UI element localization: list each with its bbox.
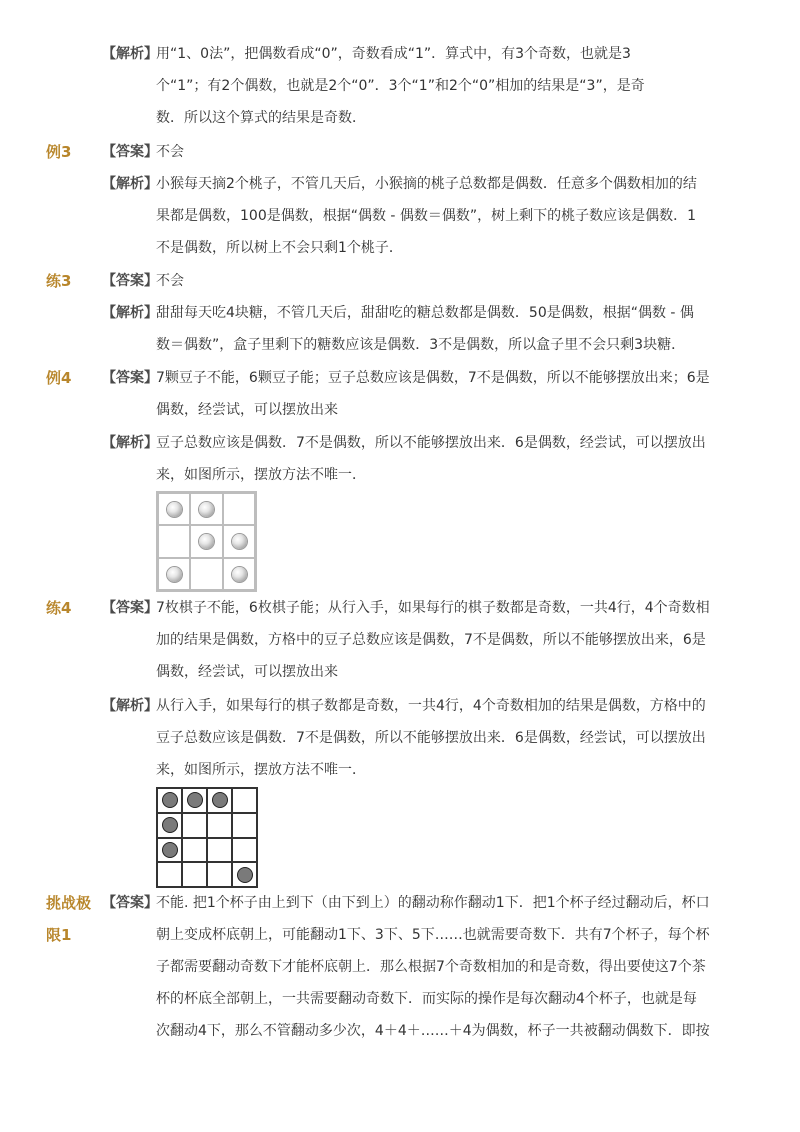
text-line: 果都是偶数，100是偶数，根据“偶数 - 偶数＝偶数”，树上剩下的桃子数应该是偶数．1 xyxy=(156,208,697,224)
text-line: 个“1”；有2个偶数，也就是2个“0”．3个“1”和2个“0”相加的结果是“3”，是奇 xyxy=(156,78,645,94)
text-line: 不能. 把1个杯子由上到下（由下到上）的翻动称作翻动1下．把1个杯子经过翻动后，杯口 xyxy=(156,895,710,911)
challenge-label: 挑战极限1 xyxy=(46,894,92,944)
grid-cell xyxy=(232,813,257,838)
analysis-tag: 【解析】 xyxy=(102,698,158,714)
grid-cell xyxy=(207,788,232,813)
analysis-tag: 【解析】 xyxy=(102,176,158,192)
answer-tag: 【答案】 xyxy=(102,273,158,289)
chess-piece-icon xyxy=(163,793,177,807)
section-text xyxy=(156,168,712,264)
text-line: 小猴每天摘2个桃子，不管几天后，小猴摘的桃子总数都是偶数．任意多个偶数相加的结 xyxy=(156,176,697,192)
text-line: 甜甜每天吃4块糖，不管几天后，甜甜吃的糖总数都是偶数．50是偶数，根据“偶数 - 偶 xyxy=(156,305,694,321)
chess-piece-icon xyxy=(238,868,252,882)
text-line: 不会 xyxy=(156,144,184,160)
chess-piece-icon xyxy=(188,793,202,807)
text-line: 来，如图所示，摆放方法不唯一． xyxy=(156,467,366,483)
text-line: 7枚棋子不能，6枚棋子能；从行入手，如果每行的棋子数都是奇数，一共4行，4个奇数相 xyxy=(156,600,710,616)
text-line: 不是偶数，所以树上不会只剩1个桃子． xyxy=(156,240,403,256)
text-line: 7颗豆子不能，6颗豆子能；豆子总数应该是偶数，7不是偶数，所以不能够摆放出来；6是 xyxy=(156,370,710,386)
section-text xyxy=(156,690,712,786)
text-line: 偶数，经尝试，可以摆放出来 xyxy=(156,402,338,418)
grid-cell xyxy=(157,813,182,838)
grid-cell xyxy=(157,788,182,813)
text-line: 次翻动4下，那么不管翻动多少次，4＋4＋……＋4为偶数，杯子一共被翻动偶数下．即按 xyxy=(156,1023,710,1039)
analysis-tag: 【解析】 xyxy=(102,46,158,62)
grid-cell xyxy=(190,493,222,525)
section-text xyxy=(156,592,712,688)
example-label: 例4 xyxy=(46,369,72,387)
text-line: 偶数，经尝试，可以摆放出来 xyxy=(156,664,338,680)
grid-cell xyxy=(223,558,255,590)
text-line: 豆子总数应该是偶数．7不是偶数，所以不能够摆放出来．6是偶数，经尝试，可以摆放出 xyxy=(156,435,706,451)
answer-tag: 【答案】 xyxy=(102,895,158,911)
grid-cell xyxy=(232,838,257,863)
grid-cell xyxy=(207,838,232,863)
chess-piece-icon xyxy=(163,843,177,857)
answer-tag: 【答案】 xyxy=(102,600,158,616)
text-line: 加的结果是偶数，方格中的豆子总数应该是偶数，7不是偶数，所以不能够摆放出来，6是 xyxy=(156,632,706,648)
chess-piece-icon xyxy=(163,818,177,832)
text-line: 杯的杯底全部朝上，一共需要翻动奇数下．而实际的操作是每次翻动4个杯子，也就是每 xyxy=(156,991,697,1007)
bean-icon xyxy=(199,502,214,517)
practice-label: 练3 xyxy=(46,272,72,290)
bean-icon xyxy=(167,502,182,517)
section-text xyxy=(156,38,712,134)
grid-cell xyxy=(223,493,255,525)
section-text xyxy=(156,887,712,1047)
bean-icon xyxy=(232,534,247,549)
analysis-tag: 【解析】 xyxy=(102,305,158,321)
grid-cell xyxy=(182,813,207,838)
section-text xyxy=(156,136,712,168)
text-line: 子都需要翻动奇数下才能杯底朝上．那么根据7个奇数相加的和是奇数，得出要使这7个茶 xyxy=(156,959,706,975)
answer-tag: 【答案】 xyxy=(102,370,158,386)
text-line: 从行入手，如果每行的棋子数都是奇数，一共4行，4个奇数相加的结果是偶数，方格中的 xyxy=(156,698,706,714)
bean-grid-figure xyxy=(156,491,257,592)
section-text xyxy=(156,427,712,491)
grid-cell xyxy=(182,788,207,813)
grid-cell xyxy=(232,788,257,813)
grid-cell xyxy=(157,838,182,863)
practice-label: 练4 xyxy=(46,599,72,617)
text-line: 豆子总数应该是偶数．7不是偶数，所以不能够摆放出来．6是偶数，经尝试，可以摆放出 xyxy=(156,730,706,746)
grid-cell xyxy=(207,862,232,887)
grid-cell xyxy=(182,838,207,863)
grid-cell xyxy=(223,525,255,557)
analysis-tag: 【解析】 xyxy=(102,435,158,451)
bean-icon xyxy=(199,534,214,549)
grid-cell xyxy=(190,558,222,590)
text-line: 朝上变成杯底朝上，可能翻动1下、3下、5下……也就需要奇数下．共有7个杯子，每个杯 xyxy=(156,927,710,943)
text-line: 不会 xyxy=(156,273,184,289)
grid-cell xyxy=(157,862,182,887)
section-text xyxy=(156,265,712,297)
grid-cell xyxy=(158,525,190,557)
grid-cell xyxy=(190,525,222,557)
bean-icon xyxy=(232,567,247,582)
grid-cell xyxy=(207,813,232,838)
section-text xyxy=(156,297,712,361)
bean-icon xyxy=(167,567,182,582)
grid-cell xyxy=(182,862,207,887)
answer-tag: 【答案】 xyxy=(102,144,158,160)
chess-grid-figure xyxy=(156,787,258,888)
grid-cell xyxy=(232,862,257,887)
chess-piece-icon xyxy=(213,793,227,807)
text-line: 数．所以这个算式的结果是奇数． xyxy=(156,110,366,126)
text-line: 数＝偶数”，盒子里剩下的糖数应该是偶数．3不是偶数，所以盒子里不会只剩3块糖． xyxy=(156,337,686,353)
text-line: 用“1、0法”，把偶数看成“0”，奇数看成“1”．算式中，有3个奇数，也就是3 xyxy=(156,46,631,62)
section-text xyxy=(156,362,712,426)
grid-cell xyxy=(158,493,190,525)
example-label: 例3 xyxy=(46,143,72,161)
grid-cell xyxy=(158,558,190,590)
text-line: 来，如图所示，摆放方法不唯一． xyxy=(156,762,366,778)
